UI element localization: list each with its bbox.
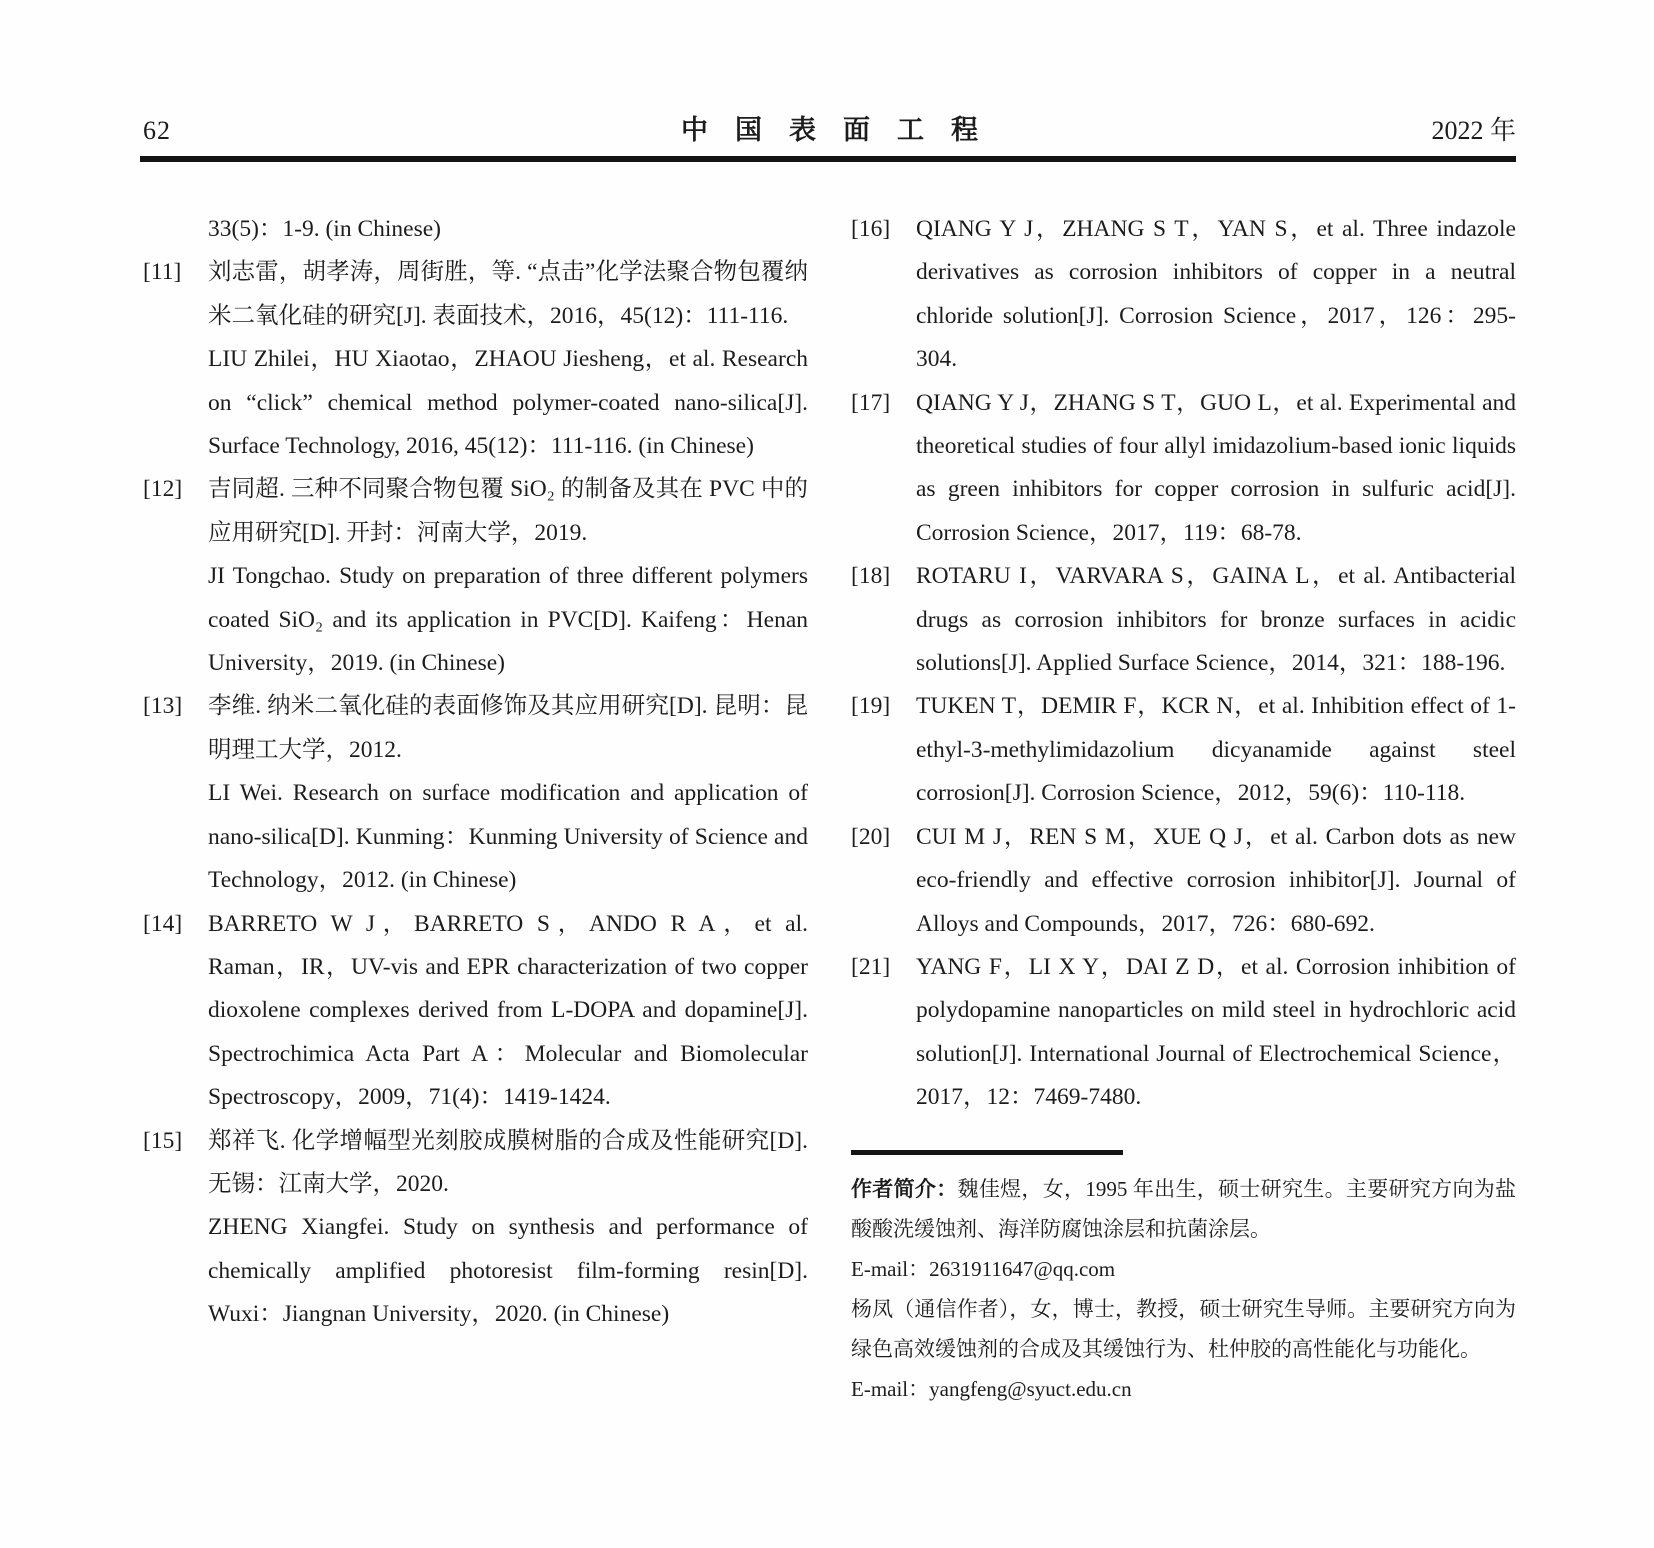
reference-item <box>143 251 808 468</box>
reference-item <box>851 555 1516 685</box>
reference-number: [18] <box>851 563 891 590</box>
reference-text: 刘志雷，胡孝涛，周街胜，等. “点击”化学法聚合物包覆纳米二氧化硅的研究[J]. 表面技术，2016，45(12)：111-116. <box>208 259 808 329</box>
reference-number: [13] <box>143 693 183 720</box>
author-bio-corresponding: 杨凤（通信作者），女，博士，教授，硕士研究生导师。主要研究方向为绿色高效缓蚀剂的合成及其缓蚀行为、杜仲胶的高性能化与功能化。 <box>851 1296 1516 1361</box>
reference-item <box>851 946 1516 1120</box>
reference-text: TUKEN T，DEMIR F，KCR N，et al. Inhibition effect of 1-ethyl-3-methylimidazolium dicyanamide against steel corrosion[J]. Corrosion Science，2012，59(6)：110-118. <box>916 693 1516 807</box>
reference-item <box>143 903 808 1120</box>
reference-text-translation: ZHENG Xiangfei. Study on synthesis and performance of chemically amplified photoresist film-forming resin[D]. Wuxi：Jiangnan University，2020. (in Chinese) <box>208 1214 808 1328</box>
page-number: 62 <box>143 116 171 145</box>
author-bio-intro-line <box>851 1169 1516 1249</box>
reference-body <box>208 1120 808 1337</box>
reference-item <box>143 1120 808 1337</box>
reference-number: [11] <box>143 259 182 286</box>
reference-text: 李维. 纳米二氧化硅的表面修饰及其应用研究[D]. 昆明：昆明理工大学，2012. <box>208 693 808 763</box>
reference-item <box>851 816 1516 946</box>
reference-text: YANG F，LI X Y，DAI Z D，et al. Corrosion inhibition of polydopamine nanoparticles on mild steel in hydrochloric acid solution[J]. International Journal of Electrochemical Science，2017，12：7469-7480. <box>916 953 1516 1111</box>
reference-number: [19] <box>851 693 891 720</box>
reference-item <box>851 382 1516 556</box>
reference-text: BARRETO W J，BARRETO S，ANDO R A，et al. Raman，IR，UV-vis and EPR characterization of two copper dioxolene complexes derived from L-DOPA and dopamine[J]. Spectrochimica Acta Part A：Molecular and Biomolecular Spectroscopy，2009，71(4)：1419-1424. <box>208 910 808 1111</box>
reference-text: 郑祥飞. 化学增幅型光刻胶成膜树脂的合成及性能研究[D]. 无锡：江南大学，2020. <box>208 1127 808 1197</box>
reference-body <box>208 468 808 685</box>
author-bio-divider <box>851 1150 1123 1155</box>
reference-item <box>143 685 808 902</box>
author-bio-email-1: E-mail：2631911647@qq.com <box>851 1256 1116 1281</box>
reference-body <box>916 382 1516 556</box>
reference-number: [20] <box>851 823 891 850</box>
reference-number <box>143 208 208 251</box>
references-right-column <box>851 208 1516 1409</box>
author-bio-email-2: E-mail：yangfeng@syuct.edu.cn <box>851 1376 1132 1401</box>
reference-number: [15] <box>143 1127 183 1154</box>
reference-text: CUI M J，REN S M，XUE Q J，et al. Carbon dots as new eco-friendly and effective corrosion inhibitor[J]. Journal of Alloys and Compounds，2017，726：680-692. <box>916 823 1516 937</box>
author-bio-label: 作者简介： <box>851 1176 958 1201</box>
reference-body <box>916 946 1516 1120</box>
reference-text-translation: JI Tongchao. Study on preparation of three different polymers coated SiO₂ and its application in PVC[D]. Kaifeng：Henan University，2019. (in Chinese) <box>208 563 808 677</box>
header-rule <box>140 156 1516 162</box>
reference-number: [12] <box>143 476 183 503</box>
references-left-column <box>143 208 808 1409</box>
reference-item <box>851 685 1516 815</box>
reference-item <box>143 468 808 685</box>
reference-body <box>208 251 808 468</box>
reference-text: QIANG Y J，ZHANG S T，YAN S，et al. Three indazole derivatives as corrosion inhibitors of copper in a neutral chloride solution[J]. Corrosion Science，2017，126：295-304. <box>916 216 1516 373</box>
reference-number: [16] <box>851 216 891 242</box>
reference-text: 吉同超. 三种不同聚合物包覆 SiO₂ 的制备及其在 PVC 中的应用研究[D]. 开封：河南大学，2019. <box>208 476 808 546</box>
reference-body <box>916 208 1516 382</box>
page-header <box>143 114 1516 147</box>
reference-body <box>916 555 1516 685</box>
reference-item <box>143 208 808 251</box>
reference-body <box>208 208 808 251</box>
reference-text-translation: LI Wei. Research on surface modification and application of nano-silica[D]. Kunming：Kunming University of Science and Technology，2012. (in Chinese) <box>208 780 808 894</box>
reference-text: 33(5)：1-9. (in Chinese) <box>208 216 441 242</box>
reference-text: ROTARU I，VARVARA S，GAINA L，et al. Antibacterial drugs as corrosion inhibitors for bronze surfaces in acidic solutions[J]. Applied Surface Science，2014，321：188-196. <box>916 563 1516 677</box>
journal-title: 中国表面工程 <box>681 115 1005 145</box>
reference-item <box>851 208 1516 382</box>
reference-body <box>916 685 1516 815</box>
reference-number: [21] <box>851 953 891 980</box>
reference-body <box>208 685 808 902</box>
reference-text-translation: LIU Zhilei，HU Xiaotao，ZHAOU Jiesheng，et al. Research on “click” chemical method polymer-coated nano-silica[J]. Surface Technology, 2016, 45(12)：111-116. (in Chinese) <box>208 346 808 460</box>
reference-number: [17] <box>851 389 891 416</box>
references-section <box>143 208 1516 1409</box>
reference-text: QIANG Y J，ZHANG S T，GUO L，et al. Experimental and theoretical studies of four allyl imidazolium-based ionic liquids as green inhibitors for copper corrosion in sulfuric acid[J]. Corrosion Science，2017，119：68-78. <box>916 389 1516 546</box>
reference-number: [14] <box>143 910 183 937</box>
reference-body <box>208 903 808 1120</box>
publication-year: 2022 年 <box>1431 116 1516 145</box>
author-bio <box>851 1169 1516 1409</box>
author-bio-intro: 魏佳煜，女，1995 年出生，硕士研究生。主要研究方向为盐酸酸洗缓蚀剂、海洋防腐蚀涂层和抗菌涂层。 <box>851 1176 1517 1241</box>
reference-body <box>916 816 1516 946</box>
